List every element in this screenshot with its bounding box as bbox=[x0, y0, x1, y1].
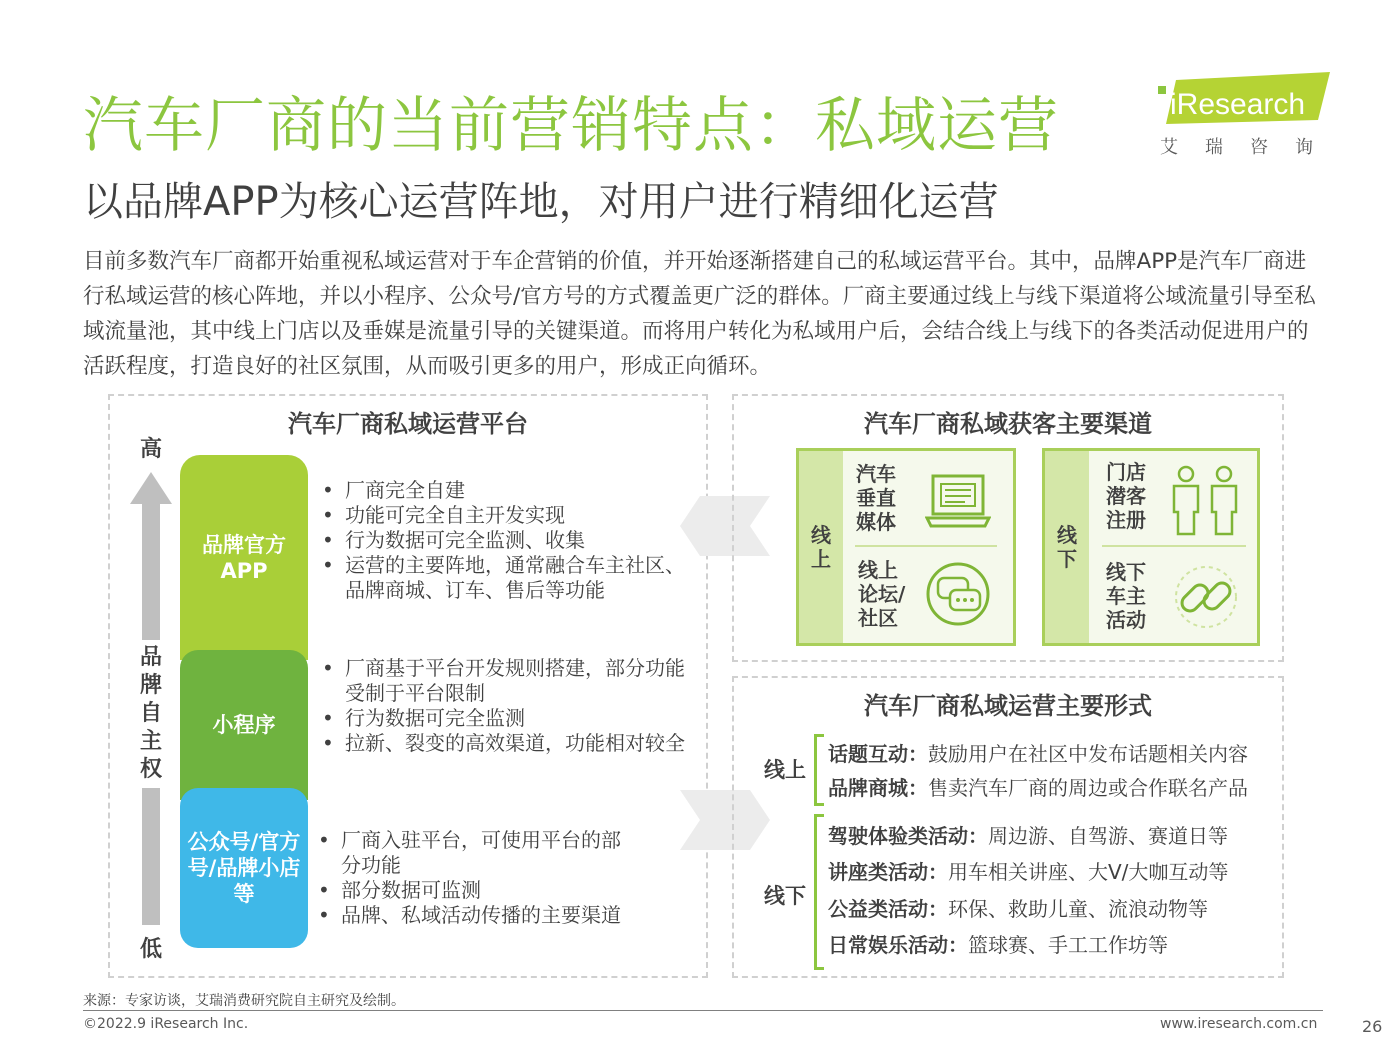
chat-bubble-icon bbox=[922, 560, 994, 628]
platform-title: 汽车厂商私域运营平台 bbox=[288, 410, 528, 438]
list-item: • 运营的主要阵地，通常融合车主社区、品牌商城、订车、售后等功能 bbox=[318, 553, 698, 603]
axis-label-autonomy: 品牌自主权 bbox=[135, 640, 167, 788]
form-key: 驾驶体验类活动： bbox=[828, 824, 988, 848]
form-key: 日常娱乐活动： bbox=[828, 933, 968, 957]
form-key: 公益类活动： bbox=[828, 897, 948, 921]
source-note: 来源：专家访谈，艾瑞消费研究院自主研究及绘制。 bbox=[83, 993, 405, 1009]
online-side bbox=[799, 451, 843, 643]
online-bracket bbox=[814, 734, 824, 806]
intro-paragraph: 目前多数汽车厂商都开始重视私域运营对于车企营销的价值，并开始逐渐搭建自己的私域运营平台。其中，品牌APP是汽车厂商进行私域运营的核心阵地，并以小程序、公众号/官方号的方式覆盖更广泛的群体。厂商主要通过线上与线下渠道将公域流量引导至私域流量池，其中线上门店以及垂媒是流量引导的关键渠道。而将用户转化为私域用户后，会结合线上与线下的各类活动促进用户的活跃程度，打造良好的社区氛围，从而吸引更多的用户，形成正向循环。 bbox=[83, 249, 1316, 379]
footer-divider bbox=[83, 1010, 1323, 1011]
online-side-label: 线上 bbox=[811, 523, 831, 571]
axis-high-label: 高 bbox=[139, 437, 162, 462]
segment-brand-app bbox=[180, 455, 308, 660]
website-link[interactable]: www.iresearch.com.cn bbox=[1160, 1016, 1318, 1032]
iresearch-logo bbox=[1158, 72, 1330, 130]
forms-offline-label: 线下 bbox=[764, 884, 806, 908]
copyright: ©2022.9 iResearch Inc. bbox=[83, 1016, 249, 1032]
divider bbox=[855, 545, 997, 547]
segment-mini-program bbox=[180, 650, 308, 800]
form-value: 环保、救助儿童、流浪动物等 bbox=[948, 897, 1208, 921]
form-value: 周边游、自驾游、赛道日等 bbox=[988, 824, 1228, 848]
divider bbox=[1102, 545, 1246, 547]
chain-link-icon bbox=[1170, 564, 1242, 630]
list-item: • 品牌、私域活动传播的主要渠道 bbox=[314, 903, 634, 928]
form-online-item bbox=[828, 738, 1248, 767]
form-key: 讲座类活动： bbox=[828, 860, 948, 884]
form-offline-item bbox=[828, 893, 1208, 922]
list-item: • 部分数据可监测 bbox=[314, 878, 634, 903]
page-subtitle: 以品牌APP为核心运营阵地，对用户进行精细化运营 bbox=[83, 179, 999, 225]
channels-title: 汽车厂商私域获客主要渠道 bbox=[864, 410, 1152, 438]
segment-official-account-label: 公众号/官方号/品牌小店等 bbox=[187, 830, 301, 906]
form-key: 品牌商城： bbox=[828, 776, 928, 800]
form-offline-item bbox=[828, 856, 1228, 885]
official-account-bullets bbox=[314, 828, 634, 928]
channel-online-forum: 线上论坛/社区 bbox=[858, 558, 906, 630]
brand-app-bullets bbox=[318, 478, 698, 603]
forms-title: 汽车厂商私域运营主要形式 bbox=[864, 692, 1152, 720]
page-title: 汽车厂商的当前营销特点：私域运营 bbox=[83, 91, 1059, 161]
list-item: • 行为数据可完全监测 bbox=[318, 706, 698, 731]
form-value: 篮球赛、手工工作坊等 bbox=[968, 933, 1168, 957]
form-value: 鼓励用户在社区中发布话题相关内容 bbox=[928, 742, 1248, 766]
mini-program-bullets bbox=[318, 656, 698, 756]
form-value: 售卖汽车厂商的周边或合作联名产品 bbox=[928, 776, 1248, 800]
form-key: 话题互动： bbox=[828, 742, 928, 766]
laptop-document-icon bbox=[925, 470, 991, 530]
forms-online-label: 线上 bbox=[764, 758, 806, 782]
channel-vertical-media: 汽车垂直媒体 bbox=[856, 462, 896, 534]
logo-shape bbox=[1158, 72, 1330, 130]
list-item: • 厂商基于平台开发规则搭建，部分功能受制于平台限制 bbox=[318, 656, 698, 706]
form-online-item bbox=[828, 772, 1248, 801]
segment-mini-program-label: 小程序 bbox=[212, 713, 276, 737]
list-item: • 厂商完全自建 bbox=[318, 478, 698, 503]
logo-cn-text: 艾瑞咨询 bbox=[1160, 137, 1340, 158]
list-item: • 拉新、裂变的高效渠道，功能相对较全 bbox=[318, 731, 698, 756]
logo-text: iResearch bbox=[1170, 88, 1306, 121]
form-offline-item bbox=[828, 929, 1168, 958]
axis-low-label: 低 bbox=[139, 937, 162, 962]
people-icon bbox=[1166, 464, 1246, 536]
segment-brand-app-label: 品牌官方APP bbox=[202, 532, 286, 583]
offline-bracket bbox=[814, 814, 824, 970]
segment-official-account bbox=[180, 788, 308, 948]
list-item: • 厂商入驻平台，可使用平台的部分功能 bbox=[314, 828, 634, 878]
list-item: • 功能可完全自主开发实现 bbox=[318, 503, 698, 528]
list-item: • 行为数据可完全监测、收集 bbox=[318, 528, 698, 553]
offline-side bbox=[1045, 451, 1089, 643]
page-number: 26 bbox=[1362, 1017, 1383, 1036]
form-offline-item bbox=[828, 820, 1228, 849]
channel-store-registration: 门店潜客注册 bbox=[1106, 460, 1146, 532]
offline-side-label: 线下 bbox=[1057, 523, 1077, 571]
channel-offline-owner-event: 线下车主活动 bbox=[1106, 560, 1146, 632]
form-value: 用车相关讲座、大V/大咖互动等 bbox=[948, 860, 1229, 884]
